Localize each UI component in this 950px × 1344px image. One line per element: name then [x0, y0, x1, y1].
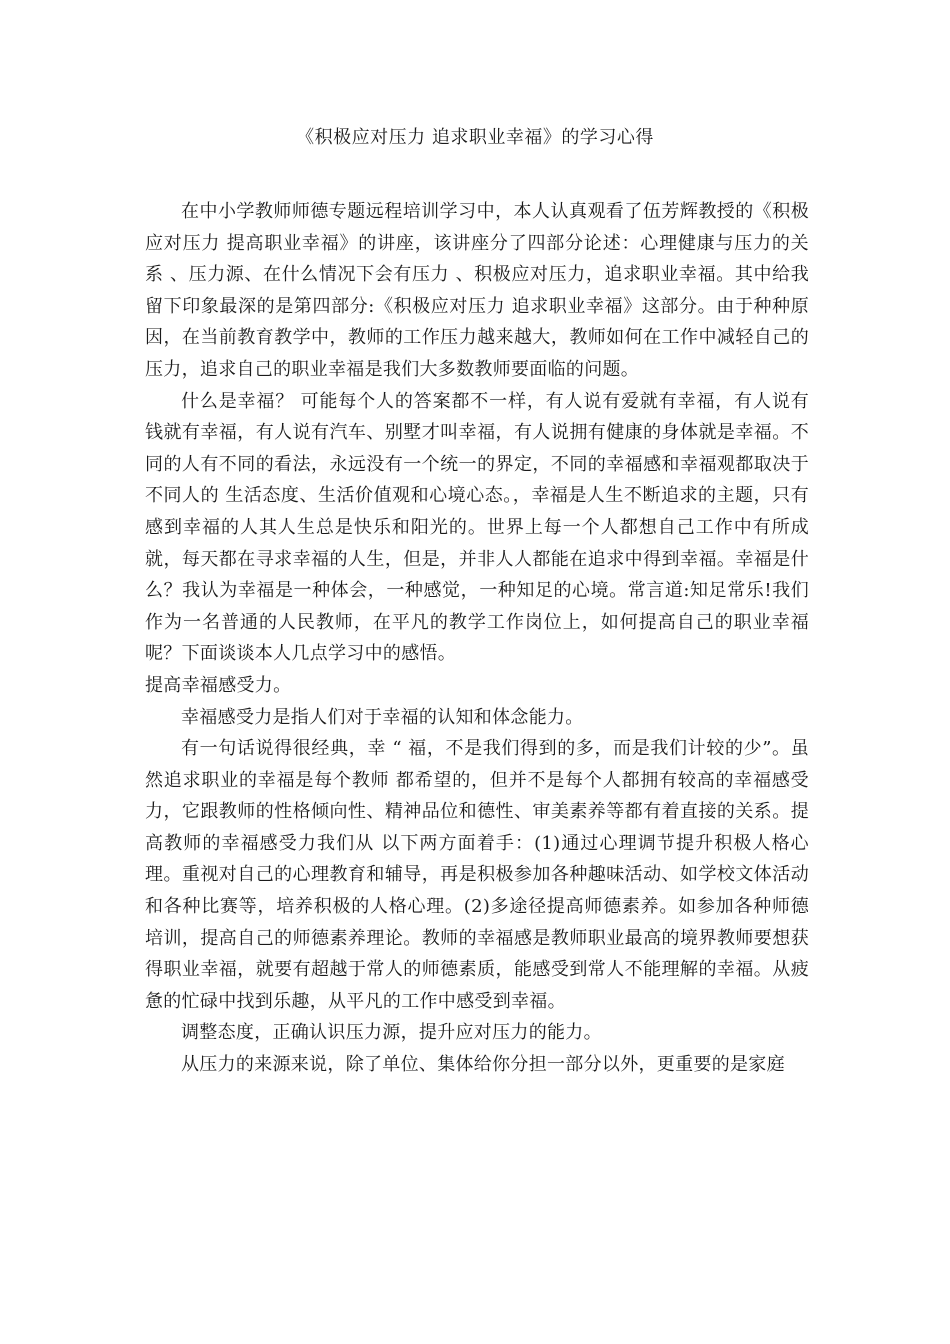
paragraph-perception-definition: 幸福感受力是指人们对于幸福的认知和体念能力。 [181, 706, 584, 728]
paragraph-pressure-source: 从压力的来源来说，除了单位、集体给你分担一部分以外，更重要的是家庭 [181, 1054, 785, 1076]
document-title: 《积极应对压力 追求职业幸福》的学习心得 [296, 127, 654, 148]
paragraph-intro: 在中小学教师师德专题远程培训学习中，本人认真观看了伍芳辉教授的《积极应对压力 提高职业幸福》的讲座，该讲座分了四部分论述：心理健康与压力的关系 、压力源、在什么情况下会有压力 、积极应对压力，追求职业幸福。其中给我留下印象最深的是第四部分:《积极应对压力 追求职业幸福》这部分。由于种种原因，在当前教育教学中，教师的工作压力越来越大，教师如何在工作中减轻自己的压力，追求自己的职业幸福是我们大多数教师要面临的问题。 [145, 201, 809, 380]
document-body [145, 196, 809, 1081]
section-heading-happiness-perception: 提高幸福感受力。 [145, 674, 292, 696]
section-heading-adjust-attitude: 调整态度，正确认识压力源，提升应对压力的能力。 [181, 1022, 602, 1044]
paragraph-perception-details: 有一句话说得很经典，幸 “ 福，不是我们得到的多，而是我们计较的少”。虽然追求职业的幸福是每个教师 都希望的，但并不是每个人都拥有较高的幸福感受力，它跟教师的性格倾向性、精神品位和德性、审美素养等都有着直接的关系。提高教师的幸福感受力我们从 以下两方面着手：(1)通过心理调节提升积极人格心理。重视对自己的心理教育和辅导，再是积极参加各种趣味活动、如学校文体活动和各种比赛等，培养积极的人格心理。(2)多途径提高师德素养。如参加各种师德培训，提高自己的师德素养理论。教师的幸福感是教师职业最高的境界教师要想获得职业幸福，就要有超越于常人的师德素质，能感受到常人不能理解的幸福。从疲惫的忙碌中找到乐趣，从平凡的工作中感受到幸福。 [145, 738, 809, 1012]
paragraph-what-is-happiness: 什么是幸福？ 可能每个人的答案都不一样，有人说有爱就有幸福，有人说有钱就有幸福，有人说有汽车、别墅才叫幸福，有人说拥有健康的身体就是幸福。不同的人有不同的看法，永远没有一个统一的界定，不同的幸福感和幸福观都取决于不同人的 生活态度、生活价值观和心境心态。，幸福是人生不断追求的主题，只有感到幸福的人其人生总是快乐和阳光的。世界上每一个人都想自己工作中有所成就，每天都在寻求幸福的人生，但是，并非人人都能在追求中得到幸福。幸福是什么？我认为幸福是一种体会，一种感觉，一种知足的心境。常言道:知足常乐!我们作为一名普通的人民教师，在平凡的教学工作岗位上，如何提高自己的职业幸福呢？下面谈谈本人几点学习中的感悟。 [145, 390, 809, 665]
